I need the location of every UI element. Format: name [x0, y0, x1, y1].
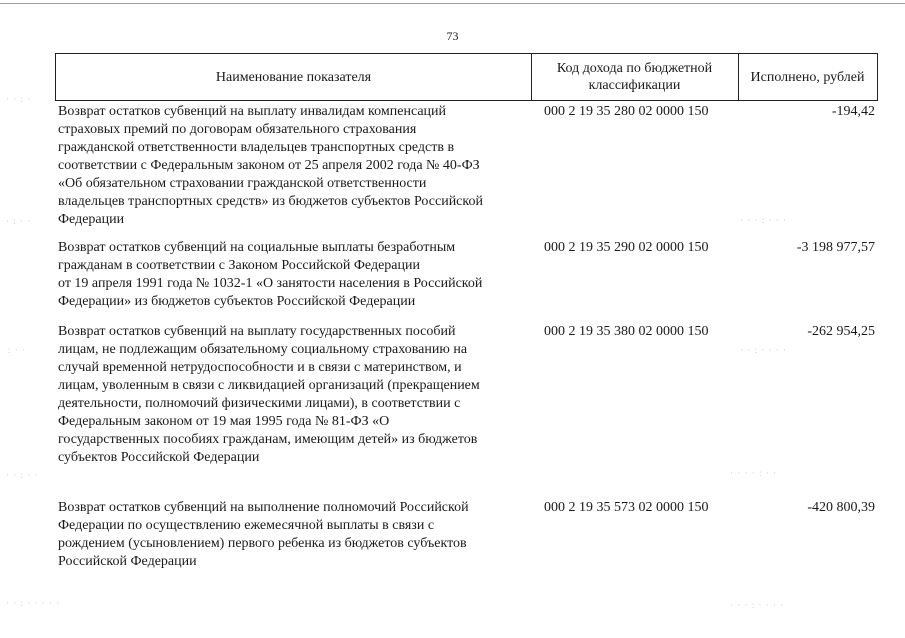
- scan-noise: · · · · : · ·: [730, 468, 777, 478]
- row-name-cell: [58, 499, 528, 571]
- scan-noise: · : · ·: [6, 216, 32, 226]
- table-row: [55, 239, 878, 311]
- scan-noise: : · ·: [8, 345, 26, 355]
- row-name-line: Возврат остатков субвенций на выплату инвалидам компенсаций: [58, 104, 447, 119]
- scan-noise: · · · : · · ·: [740, 215, 787, 225]
- row-name-line: Возврат остатков субвенций на выполнение полномочий Российской: [58, 500, 469, 515]
- row-name-cell: [58, 103, 528, 229]
- row-name-line: Российской Федерации: [58, 554, 197, 569]
- row-name-line: рождением (усыновлением) первого ребенка из бюджетов субъектов: [58, 536, 467, 551]
- scan-noise: · · : · · · · ·: [6, 598, 61, 608]
- row-name-line: случай временной нетрудоспособности и в связи с материнством, и: [58, 360, 462, 375]
- row-code-cell: 000 2 19 35 280 02 0000 150: [544, 104, 709, 119]
- row-code-cell: 000 2 19 35 380 02 0000 150: [544, 324, 709, 339]
- row-name-cell: [58, 239, 528, 311]
- row-name-line: владельцев транспортных средств» из бюджетов субъектов Российской: [58, 194, 483, 209]
- header-code-label-line2: классификации: [588, 78, 681, 93]
- row-name-line: «Об обязательном страховании гражданской ответственности: [58, 176, 427, 191]
- row-name-cell: [58, 323, 528, 467]
- header-name-label: Наименование показателя: [215, 69, 372, 85]
- row-name-line: Федерации: [58, 212, 125, 227]
- row-name-line: Возврат остатков субвенций на социальные выплаты безработным: [58, 240, 456, 255]
- row-code-cell: 000 2 19 35 290 02 0000 150: [544, 240, 709, 255]
- header-amount-label: Исполнено, рублей: [750, 69, 865, 85]
- scan-noise: · · : · · · ·: [740, 345, 787, 355]
- page-number: 73: [446, 29, 459, 43]
- row-name-line: страховых премий по договорам обязательного страхования: [58, 122, 417, 137]
- header-code-cell: [531, 53, 739, 101]
- row-name-line: гражданам в соответствии с Законом Российской Федерации: [58, 258, 420, 273]
- top-rule: [0, 3, 905, 4]
- row-amount-cell: -420 800,39: [807, 500, 875, 515]
- row-name-line: лицам, не подлежащим обязательному социальному страхованию на: [58, 342, 468, 357]
- scan-noise: · · : ·: [6, 94, 32, 104]
- header-name-cell: [55, 53, 532, 101]
- row-name-line: лицам, уволенным в связи с ликвидацией организаций (прекращением: [58, 378, 480, 393]
- header-amount-cell: [738, 53, 878, 101]
- row-name-line: от 19 апреля 1991 года № 1032-1 «О занятости населения в Российской: [58, 276, 483, 291]
- row-name-line: деятельности, полномочий физическими лицами), в соответствии с: [58, 396, 461, 411]
- row-name-line: соответствии с Федеральным законом от 25 апреля 2002 года № 40-ФЗ: [58, 158, 480, 173]
- row-amount-cell: -3 198 977,57: [796, 240, 875, 255]
- row-name-line: Федерации по осуществлению ежемесячной выплаты в связи с: [58, 518, 435, 533]
- row-name-line: государственных пособиях гражданам, имеющим детей» из бюджетов: [58, 432, 478, 447]
- row-amount-cell: -262 954,25: [807, 324, 875, 339]
- row-name-line: субъектов Российской Федерации: [58, 450, 260, 465]
- table-row: [55, 103, 878, 229]
- row-name-line: Федеральным законом от 19 мая 1995 года № 81-ФЗ «О: [58, 414, 390, 429]
- row-amount-cell: -194,42: [831, 104, 875, 119]
- scan-noise: · · · : · · · ·: [730, 600, 785, 610]
- scan-noise: · · : · ·: [6, 470, 39, 480]
- table-row: [55, 499, 878, 571]
- row-name-line: гражданской ответственности владельцев транспортных средств в: [58, 140, 455, 155]
- row-name-line: Возврат остатков субвенций на выплату государственных пособий: [58, 324, 456, 339]
- row-code-cell: 000 2 19 35 573 02 0000 150: [544, 500, 709, 515]
- header-code-label-line1: Код дохода по бюджетной: [556, 61, 713, 76]
- row-name-line: Федерации» из бюджетов субъектов Российской Федерации: [58, 294, 416, 309]
